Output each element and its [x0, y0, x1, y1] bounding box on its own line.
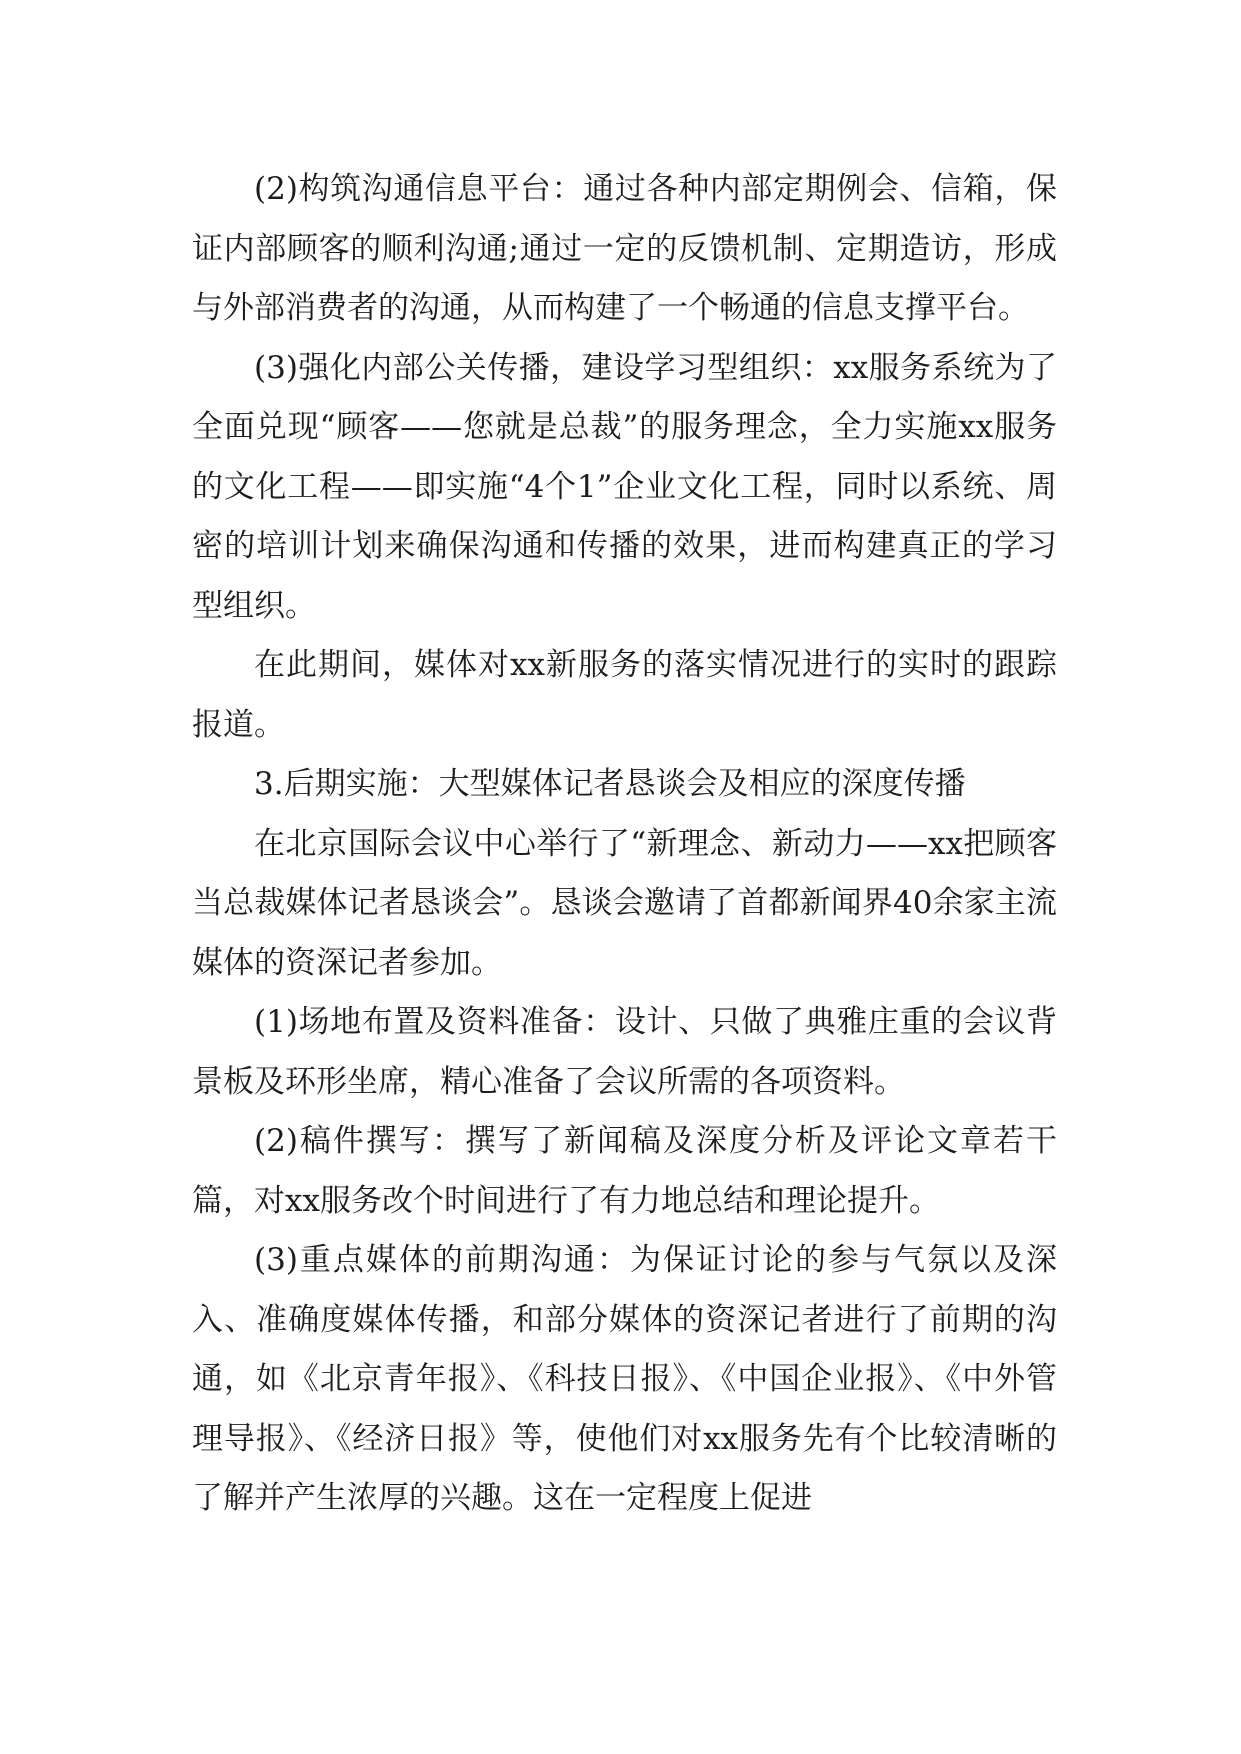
section-heading-later-implementation: 3.后期实施：大型媒体记者恳谈会及相应的深度传播	[254, 766, 966, 802]
paragraph-media-meeting: 在北京国际会议中心举行了“新理念、新动力——xx把顾客当总裁媒体记者恳谈会”。恳谈会邀请了首都新闻界40余家主流媒体的资深记者参加。	[192, 825, 1057, 981]
paragraph-venue-preparation: (1)场地布置及资料准备：设计、只做了典雅庄重的会议背景板及环形坐席，精心准备了会议所需的各项资料。	[192, 1004, 1057, 1100]
paragraph-media-tracking: 在此期间，媒体对xx新服务的落实情况进行的实时的跟踪报道。	[192, 647, 1057, 743]
paragraph-key-media-communication: (3)重点媒体的前期沟通：为保证讨论的参与气氛以及深入、准确度媒体传播，和部分媒体的资深记者进行了前期的沟通，如《北京青年报》、《科技日报》、《中国企业报》、《中外管理导报》、《经济日报》等，使他们对xx服务先有个比较清晰的了解并产生浓厚的兴趣。这在一定程度上促进	[192, 1242, 1057, 1516]
paragraph-internal-communication-platform: (2)构筑沟通信息平台：通过各种内部定期例会、信箱，保证内部顾客的顺利沟通;通过一定的反馈机制、定期造访，形成与外部消费者的沟通，从而构建了一个畅通的信息支撑平台。	[192, 171, 1057, 326]
document-body	[192, 160, 1057, 1529]
paragraph-learning-organization: (3)强化内部公关传播，建设学习型组织：xx服务系统为了全面兑现“顾客——您就是总裁”的服务理念，全力实施xx服务的文化工程——即实施“4个1”企业文化工程，同时以系统、周密的培训计划来确保沟通和传播的效果，进而构建真正的学习型组织。	[192, 349, 1057, 624]
paragraph-manuscript-writing: (2)稿件撰写：撰写了新闻稿及深度分析及评论文章若干篇，对xx服务改个时间进行了有力地总结和理论提升。	[192, 1123, 1057, 1219]
